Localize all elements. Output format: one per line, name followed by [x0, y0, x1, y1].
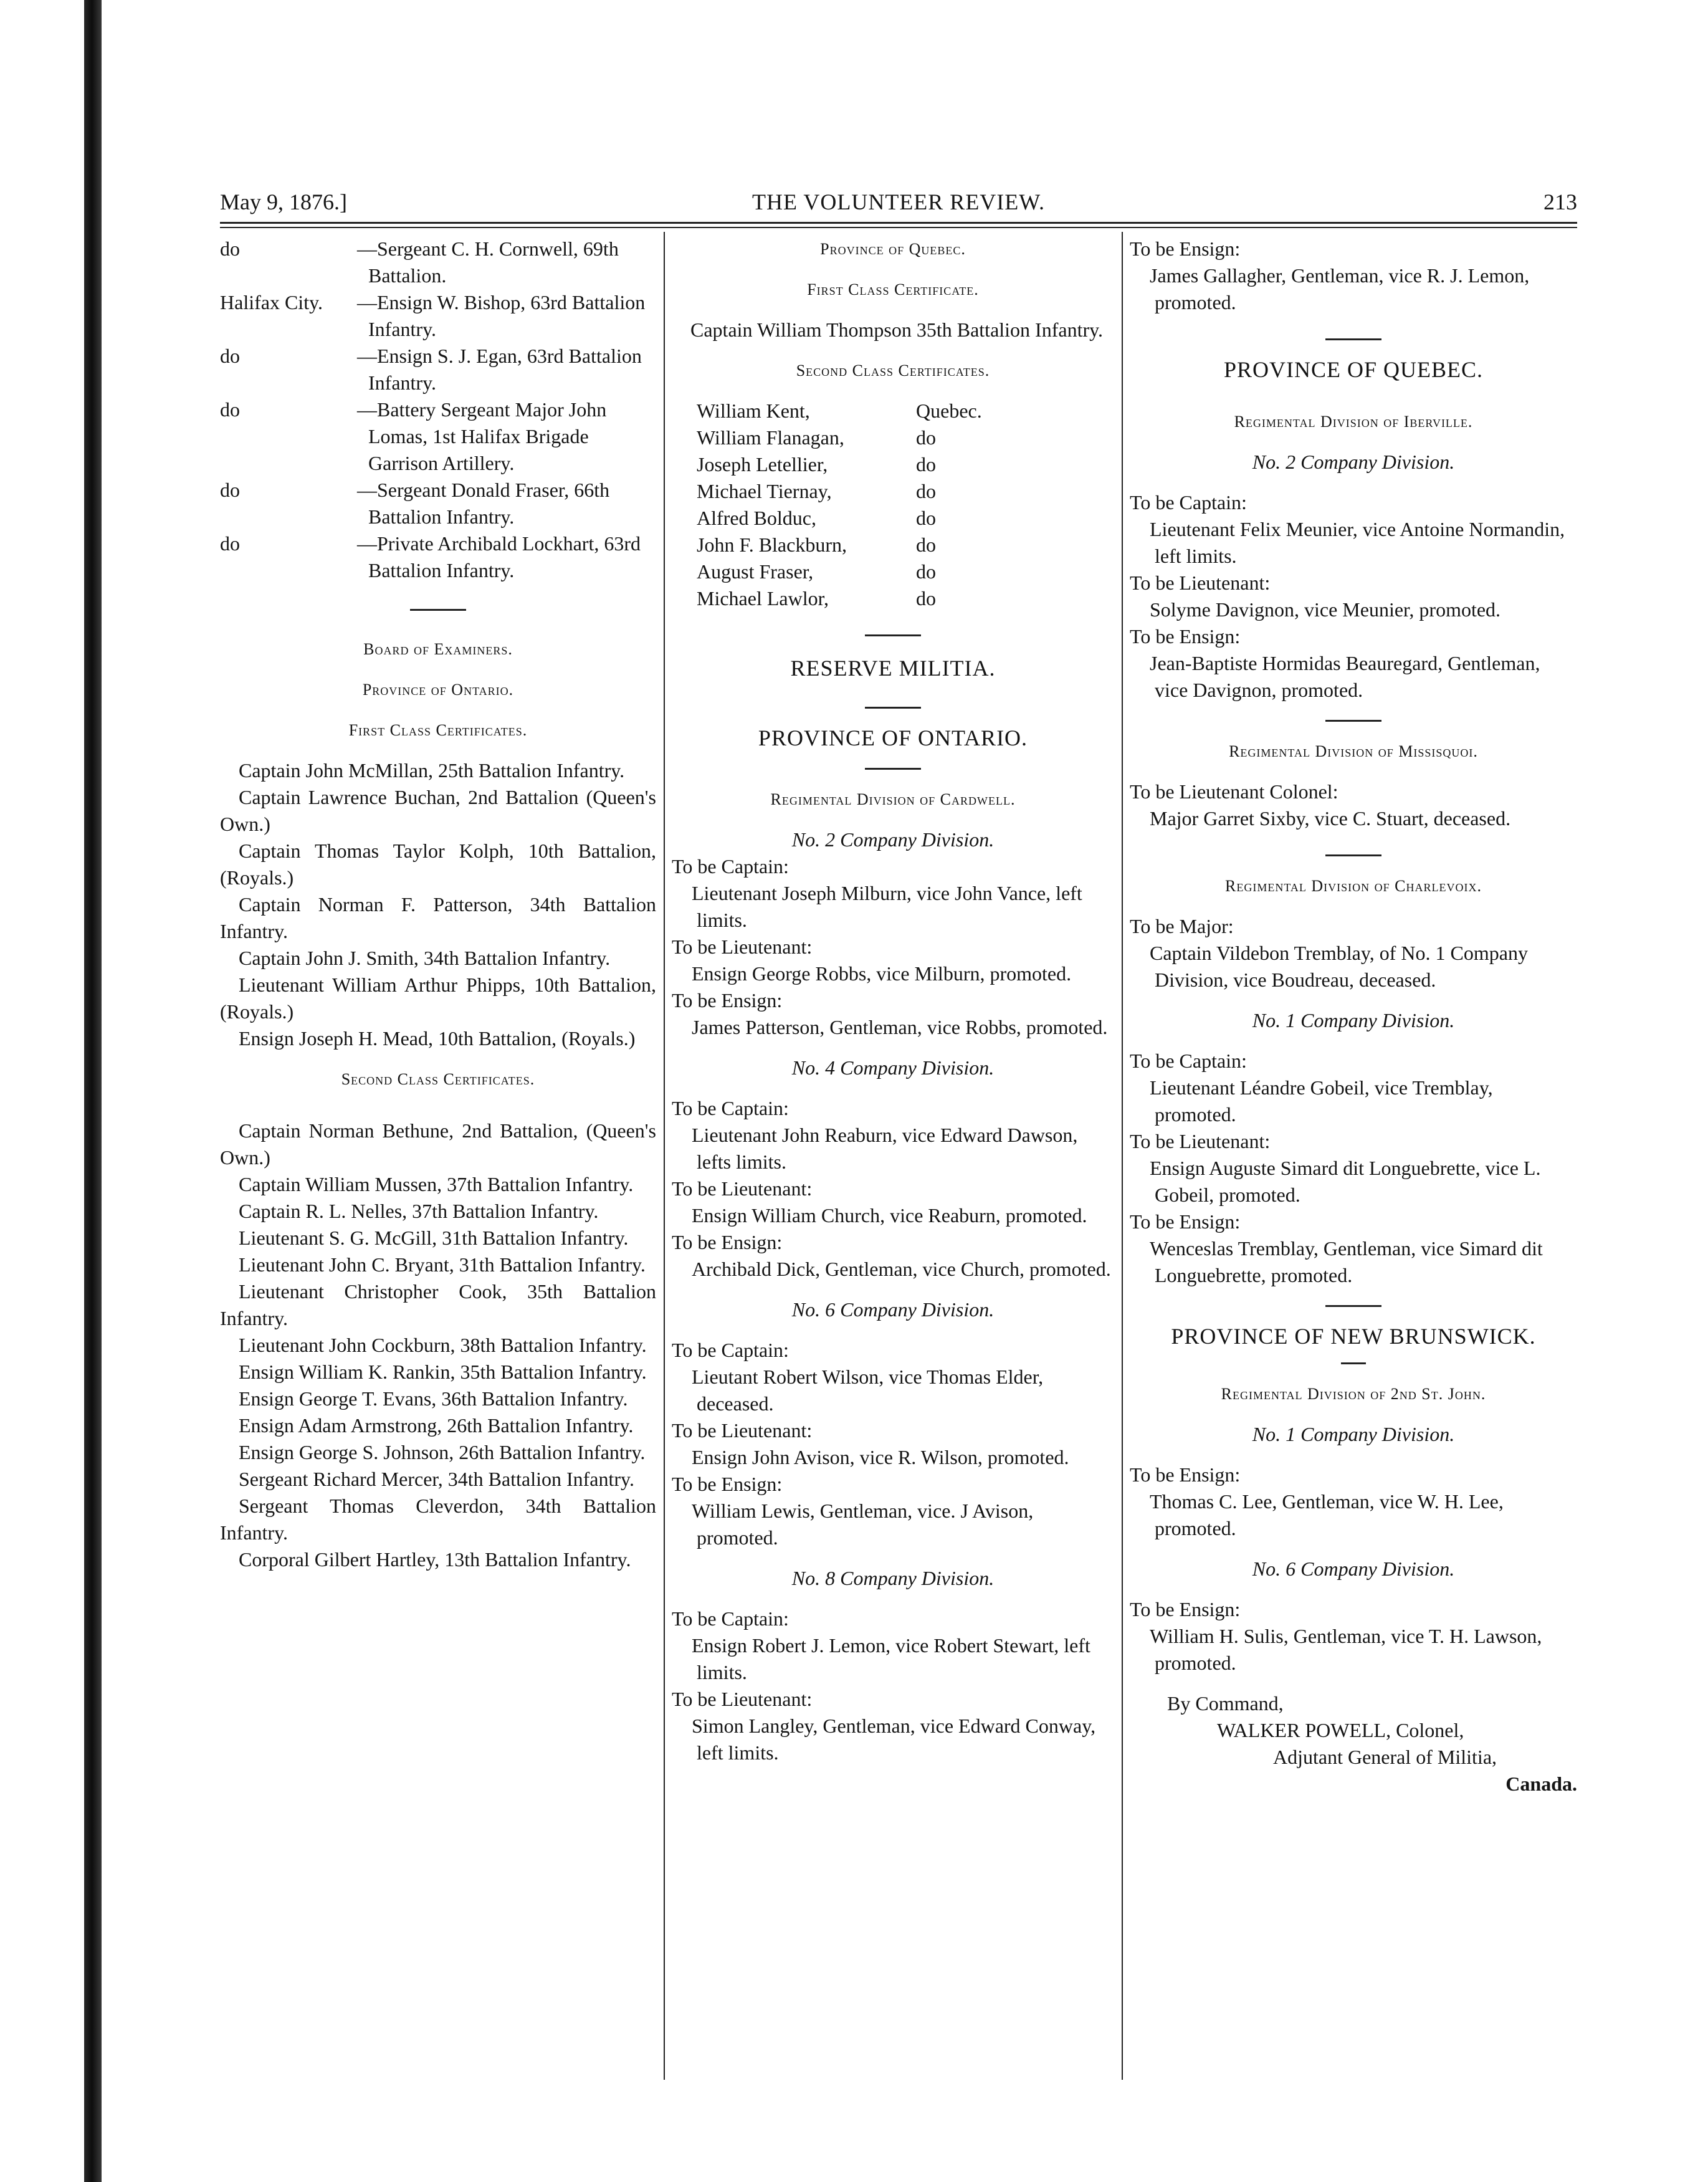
signatory-title: Adjutant General of Militia,: [1273, 1746, 1497, 1768]
certificate-entry: Captain Lawrence Buchan, 2nd Battalion (Queen's Own.): [220, 786, 656, 835]
certificate-entry: Lieutenant Christopher Cook, 35th Battalion Infantry.: [220, 1280, 656, 1329]
appointment-label: To be Ensign:: [672, 1231, 783, 1253]
appointment-label: To be Lieutenant:: [1130, 572, 1271, 594]
province-heading: PROVINCE OF NEW BRUNSWICK.: [1171, 1324, 1536, 1349]
officer-entry: do —Sergeant C. H. Cornwell, 69th Battalion.: [220, 237, 619, 287]
appointment-entry: Thomas C. Lee, Gentleman, vice W. H. Lee, promoted.: [1150, 1490, 1504, 1539]
certificate-entry: Captain Norman Bethune, 2nd Battalion, (Queen's Own.): [220, 1119, 656, 1169]
section-rule: [1325, 1305, 1381, 1307]
certificate-entry: Ensign Joseph H. Mead, 10th Battalion, (Royals.): [239, 1027, 636, 1050]
certificate-entry: William Kent, Quebec.: [697, 400, 982, 422]
appointment-entry: Ensign Robert J. Lemon, vice Robert Stewart, left limits.: [692, 1634, 1090, 1683]
appointment-entry: William Lewis, Gentleman, vice. J Avison, promoted.: [692, 1500, 1034, 1549]
section-rule: [1341, 1362, 1366, 1364]
certificate-entry: Lieutenant S. G. McGill, 31th Battalion Infantry.: [239, 1227, 629, 1249]
appointment-entry: Simon Langley, Gentleman, vice Edward Conway, left limits.: [692, 1715, 1096, 1764]
column-middle: [672, 236, 1114, 2080]
company-division-heading: No. 4 Company Division.: [791, 1056, 995, 1079]
signatory-country: Canada.: [1505, 1773, 1577, 1795]
appointment-label: To be Lieutenant:: [672, 1419, 813, 1442]
certificate-entry: Ensign George T. Evans, 36th Battalion Infantry.: [239, 1387, 628, 1410]
certificate-entry: Ensign William K. Rankin, 35th Battalion Infantry.: [239, 1361, 647, 1383]
company-division-heading: No. 8 Company Division.: [791, 1567, 995, 1589]
appointment-label: To be Captain:: [672, 1339, 789, 1361]
certificate-entry: Captain John J. Smith, 34th Battalion Infantry.: [239, 947, 611, 969]
officer-entry: do —Ensign S. J. Egan, 63rd Battalion Infantry.: [220, 345, 642, 394]
column-divider: [1122, 232, 1123, 2080]
appointment-entry: Ensign William Church, vice Reaburn, promoted.: [692, 1204, 1087, 1227]
publication-title: THE VOLUNTEER REVIEW.: [752, 189, 1045, 214]
certificate-heading: Second Class Certificates.: [341, 1070, 535, 1088]
appointment-entry: Lieutenant Léandre Gobeil, vice Tremblay, promoted.: [1150, 1076, 1493, 1126]
column-divider: [664, 232, 665, 2080]
certificate-entry: Captain John McMillan, 25th Battalion Infantry.: [239, 759, 625, 782]
appointment-entry: Lieutant Robert Wilson, vice Thomas Elder, deceased.: [692, 1366, 1044, 1415]
appointment-label: To be Ensign:: [1130, 1210, 1241, 1233]
certificate-entry: Corporal Gilbert Hartley, 13th Battalion Infantry.: [239, 1548, 631, 1571]
certificate-entry: John F. Blackburn, do: [697, 534, 936, 556]
appointment-entry: Solyme Davignon, vice Meunier, promoted.: [1150, 598, 1501, 621]
officer-entry: do —Battery Sergeant Major John Lomas, 1st Halifax Brigade Garrison Artillery.: [220, 398, 607, 474]
section-rule: [865, 634, 921, 636]
appointment-label: To be Captain:: [672, 1607, 789, 1630]
appointment-label: To be Lieutenant:: [672, 1177, 813, 1200]
certificate-entry: William Flanagan, do: [697, 426, 936, 449]
certificate-entry: Lieutenant John C. Bryant, 31th Battalion Infantry.: [239, 1253, 646, 1276]
appointment-entry: Jean-Baptiste Hormidas Beauregard, Gentleman, vice Davignon, promoted.: [1150, 652, 1540, 701]
appointment-label: To be Lieutenant:: [672, 935, 813, 958]
issue-date: May 9, 1876.]: [220, 189, 347, 214]
certificate-entry: Lieutenant William Arthur Phipps, 10th Battalion, (Royals.): [220, 974, 656, 1023]
column-left: [220, 236, 656, 2080]
section-rule: [865, 707, 921, 709]
appointment-entry: James Patterson, Gentleman, vice Robbs, promoted.: [692, 1016, 1108, 1038]
certificate-entry: Michael Tiernay, do: [697, 480, 936, 502]
certificate-entry: Joseph Letellier, do: [697, 453, 936, 476]
appointment-label: To be Lieutenant:: [672, 1688, 813, 1710]
province-heading: Province of Quebec.: [820, 240, 966, 258]
appointment-entry: Captain Vildebon Tremblay, of No. 1 Company Division, vice Boudreau, deceased.: [1150, 942, 1528, 991]
appointment-entry: William H. Sulis, Gentleman, vice T. H. Lawson, promoted.: [1150, 1625, 1542, 1674]
appointment-label: To be Major:: [1130, 915, 1234, 937]
section-rule: [410, 609, 466, 611]
page-header: [220, 186, 1577, 218]
appointment-label: To be Lieutenant Colonel:: [1130, 780, 1338, 803]
division-heading: Regimental Division of Charlevoix.: [1225, 877, 1482, 895]
province-heading: PROVINCE OF QUEBEC.: [1223, 357, 1484, 382]
company-division-heading: No. 1 Company Division.: [1252, 1009, 1455, 1031]
certificate-entry: Captain R. L. Nelles, 37th Battalion Infantry.: [239, 1200, 599, 1222]
appointment-entry: Wenceslas Tremblay, Gentleman, vice Simard dit Longuebrette, promoted.: [1150, 1237, 1543, 1286]
appointment-label: To be Ensign:: [1130, 1598, 1241, 1620]
appointment-label: To be Ensign:: [1130, 625, 1241, 648]
column-right: [1130, 236, 1577, 2080]
section-heading: RESERVE MILITIA.: [790, 656, 996, 681]
appointment-entry: Lieutenant Felix Meunier, vice Antoine Normandin, left limits.: [1150, 518, 1565, 567]
page-number: 213: [1543, 189, 1577, 214]
appointment-label: To be Captain:: [1130, 1050, 1247, 1072]
division-heading: Regimental Division of 2nd St. John.: [1221, 1385, 1486, 1403]
appointment-label: To be Captain:: [672, 1097, 789, 1119]
province-heading: Province of Ontario.: [362, 681, 514, 699]
certificate-entry: Michael Lawlor, do: [697, 587, 936, 610]
division-heading: Regimental Division of Iberville.: [1234, 413, 1473, 431]
company-division-heading: No. 6 Company Division.: [791, 1298, 995, 1321]
appointment-label: To be Ensign:: [1130, 1463, 1241, 1486]
certificate-entry: Lieutenant John Cockburn, 38th Battalion Infantry.: [239, 1334, 647, 1356]
company-division-heading: No. 1 Company Division.: [1252, 1423, 1455, 1445]
appointment-label: To be Captain:: [672, 855, 789, 878]
company-division-heading: No. 2 Company Division.: [791, 828, 995, 851]
appointment-label: To be Ensign:: [672, 989, 783, 1012]
certificate-entry: Captain Norman F. Patterson, 34th Battalion Infantry.: [220, 893, 656, 942]
company-division-heading: No. 6 Company Division.: [1252, 1558, 1455, 1580]
appointment-entry: Major Garret Sixby, vice C. Stuart, deceased.: [1150, 807, 1511, 830]
section-rule: [865, 768, 921, 770]
certificate-entry: Ensign George S. Johnson, 26th Battalion Infantry.: [239, 1441, 646, 1463]
division-heading: Regimental Division of Missisquoi.: [1229, 742, 1478, 760]
section-rule: [1325, 338, 1381, 340]
section-rule: [1325, 720, 1381, 722]
certificate-entry: Sergeant Richard Mercer, 34th Battalion Infantry.: [239, 1468, 634, 1490]
header-rule-lower: [220, 227, 1577, 228]
certificate-heading: First Class Certificates.: [348, 721, 528, 739]
officer-entry: Halifax City. —Ensign W. Bishop, 63rd Battalion Infantry.: [220, 291, 646, 340]
section-rule: [1325, 854, 1381, 856]
officer-entry: do —Private Archibald Lockhart, 63rd Battalion Infantry.: [220, 532, 641, 581]
certificate-entry: Captain William Mussen, 37th Battalion Infantry.: [239, 1173, 634, 1195]
appointment-label: To be Ensign:: [1130, 237, 1241, 260]
company-division-heading: No. 2 Company Division.: [1252, 451, 1455, 473]
appointment-label: To be Ensign:: [672, 1473, 783, 1495]
appointment-label: To be Lieutenant:: [1130, 1130, 1271, 1152]
certificate-entry: Ensign Adam Armstrong, 26th Battalion Infantry.: [239, 1414, 634, 1437]
by-command: By Command,: [1167, 1692, 1284, 1715]
officer-entry: do —Sergeant Donald Fraser, 66th Battalion Infantry.: [220, 479, 610, 528]
appointment-entry: Ensign John Avison, vice R. Wilson, promoted.: [692, 1446, 1069, 1468]
appointment-entry: James Gallagher, Gentleman, vice R. J. Lemon, promoted.: [1150, 264, 1530, 313]
appointment-entry: Ensign Auguste Simard dit Longuebrette, vice L. Gobeil, promoted.: [1150, 1157, 1541, 1206]
certificate-entry: Alfred Bolduc, do: [697, 507, 936, 529]
certificate-heading: First Class Certificate.: [807, 280, 979, 299]
header-rule: [220, 222, 1577, 224]
appointment-entry: Archibald Dick, Gentleman, vice Church, promoted.: [692, 1258, 1111, 1280]
signatory-name: WALKER POWELL, Colonel,: [1217, 1719, 1464, 1741]
appointment-entry: Lieutenant John Reaburn, vice Edward Dawson, lefts limits.: [692, 1124, 1078, 1173]
certificate-entry: Captain Thomas Taylor Kolph, 10th Battalion, (Royals.): [220, 840, 656, 889]
division-heading: Regimental Division of Cardwell.: [770, 790, 1016, 808]
appointment-label: To be Captain:: [1130, 491, 1247, 514]
certificate-heading: Second Class Certificates.: [796, 361, 990, 380]
province-heading: PROVINCE OF ONTARIO.: [758, 725, 1028, 750]
page-binding-edge: [84, 0, 102, 2182]
appointment-entry: Lieutenant Joseph Milburn, vice John Vance, left limits.: [692, 882, 1082, 931]
certificate-entry: August Fraser, do: [697, 560, 936, 583]
certificate-entry: Sergeant Thomas Cleverdon, 34th Battalion Infantry.: [220, 1495, 656, 1544]
section-heading: Board of Examiners.: [363, 640, 513, 658]
certificate-entry: Captain William Thompson 35th Battalion Infantry.: [690, 318, 1104, 341]
appointment-entry: Ensign George Robbs, vice Milburn, promoted.: [692, 962, 1072, 985]
